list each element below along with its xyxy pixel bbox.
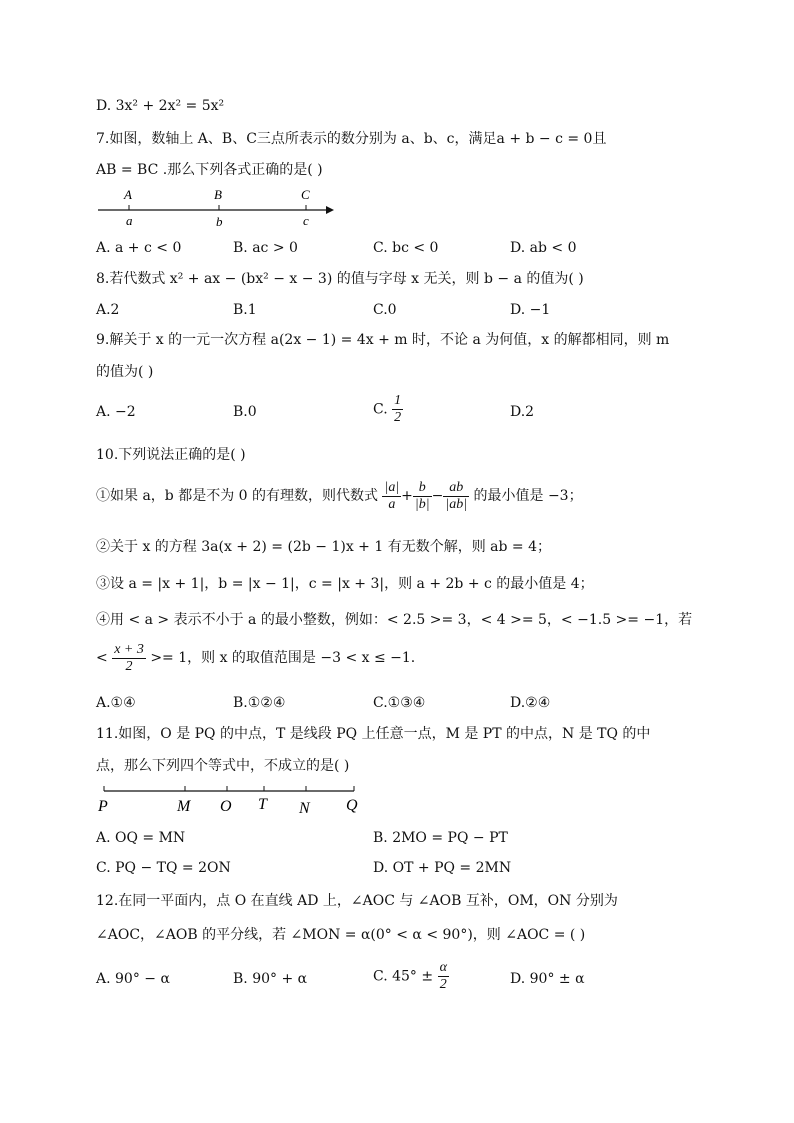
q10-s1-frac1-den: a [388,496,396,512]
q12-option-c-fraction [438,960,449,993]
q10-s1-frac2-num: b [413,480,432,497]
q9-stem-line2: 的值为( ) [96,364,154,380]
q11-option-d: D. OT + PQ = 2MN [373,860,512,876]
q12-option-c [373,960,449,993]
q7-option-d: D. ab < 0 [510,240,577,256]
q8-stem: 8.若代数式 x² + ax − (bx² − x − 3) 的值与字母 x 无关，则 b − a 的值为( ) [96,271,584,287]
q7-number-line [96,184,346,230]
q10-s4-frac [112,642,146,675]
q12-option-b: B. 90° + α [233,971,308,987]
q7-label-a: a [126,213,133,228]
q10-s1-text-a: ①如果 a，b 都是不为 0 的有理数，则代数式 [96,488,379,504]
q8-option-a: A.2 [96,302,120,318]
q12-option-a: A. 90° − α [96,971,170,987]
q10-s1-frac2-den: |b| [414,496,430,512]
q9-option-c-fraction [392,393,403,426]
q7-option-a: A. a + c < 0 [96,240,182,256]
q9-stem-line1: 9.解关于 x 的一元一次方程 a(2x − 1) = 4x + m 时，不论 a 为何值，x 的解都相同，则 m [96,332,670,348]
q10-s1-frac1-num: |a| [384,479,400,495]
q9-option-a: A. −2 [96,404,136,420]
q12-stem-line1: 12.在同一平面内，点 O 在直线 AD 上，∠AOC 与 ∠AOB 互补，OM，ON 分别为 [96,893,618,909]
q10-option-a: A.①④ [96,695,136,711]
q11-label-O: O [220,798,232,815]
q11-stem-line1: 11.如图，O 是 PQ 的中点，T 是线段 PQ 上任意一点，M 是 PT 的中点，N 是 TQ 的中 [96,726,651,742]
q12-frac-den: 2 [439,977,447,992]
q7-axis-arrow [326,206,334,214]
q11-option-a: A. OQ = MN [96,830,186,846]
q9-option-b: B.0 [233,404,257,420]
q10-s1-frac3-den: |ab| [445,496,468,512]
q10-s4-frac-den: 2 [125,658,133,674]
q10-statement-3: ③设 a = |x + 1|，b = |x − 1|，c = |x + 3|，则 a + 2b + c 的最小值是 4； [96,576,594,592]
q7-label-C: C [301,187,310,202]
q9-frac-num: 1 [394,393,402,408]
q7-stem-line2: AB = BC .那么下列各式正确的是( ) [96,162,323,178]
q10-s1-text-b: 的最小值是 −3； [473,488,583,504]
q12-option-c-label: C. 45° ± [373,968,434,985]
q11-label-T: T [258,796,267,813]
q10-statement-1: ①如果 a，b 都是不为 0 的有理数，则代数式 $\frac{|a|}{a}$ + $\frac{b}{|b|}$ − $\frac{ab}{|ab|}$ 的最小值是 −3； [96,479,583,512]
q8-option-d: D. −1 [510,302,551,318]
q11-label-M: M [177,798,191,815]
q10-s1-frac3 [443,480,469,513]
q11-stem-line2: 点，那么下列四个等式中，不成立的是( ) [96,758,350,774]
q8-option-b: B.1 [233,302,257,318]
q11-option-b: B. 2MO = PQ − PT [373,830,508,846]
q7-label-b: b [216,214,223,229]
q10-s1-frac2 [413,480,432,513]
q9-frac-den: 2 [394,410,402,425]
q9-option-c-label: C. [373,401,388,418]
q10-statement-4b [96,640,415,676]
q12-frac-num: α [439,960,447,975]
q11-label-P: P [98,798,108,815]
q7-stem-line1: 7.如图，数轴上 A、B、C三点所表示的数分别为 a、b、c，满足a + b − c = 0且 [96,131,607,147]
q6-option-d: D. 3x² + 2x² = 5x² [96,98,225,114]
q10-statement-2: ②关于 x 的方程 3a(x + 2) = (2b − 1)x + 1 有无数个解，则 ab = 4； [96,539,551,555]
q11-option-c: C. PQ − TQ = 2ON [96,860,231,876]
q7-label-B: B [214,187,222,202]
q10-s4-lt: < [96,650,108,666]
q10-s4-text-b: >= 1，则 x 的取值范围是 −3 < x ≤ −1. [150,650,416,666]
q9-option-d: D.2 [510,404,535,420]
q10-s1-frac1 [382,480,401,513]
q12-stem-line2: ∠AOC，∠AOB 的平分线，若 ∠MON = α(0° < α < 90°)，则 ∠AOC = ( ) [96,927,586,943]
q12-option-d: D. 90° ± α [510,971,585,987]
q11-label-N: N [299,800,310,817]
q11-segment-figure [96,782,366,818]
q7-label-A: A [124,187,132,202]
q9-option-c [373,393,403,426]
q8-option-c: C.0 [373,302,397,318]
q10-s4-frac-num: x + 3 [114,641,144,657]
q10-s1-frac3-num: ab [443,480,469,497]
q10-statement-4a: ④用 < a > 表示不小于 a 的最小整数，例如：< 2.5 >= 3，< 4 >= 5，< −1.5 >= −1，若 [96,612,693,628]
q10-option-b: B.①②④ [233,695,286,711]
q10-stem: 10.下列说法正确的是( ) [96,447,246,463]
q10-option-d: D.②④ [510,695,551,711]
q7-option-c: C. bc < 0 [373,240,439,256]
q7-label-c: c [303,213,309,228]
q11-label-Q: Q [346,797,358,814]
q10-option-c: C.①③④ [373,695,426,711]
q7-option-b: B. ac > 0 [233,240,298,256]
